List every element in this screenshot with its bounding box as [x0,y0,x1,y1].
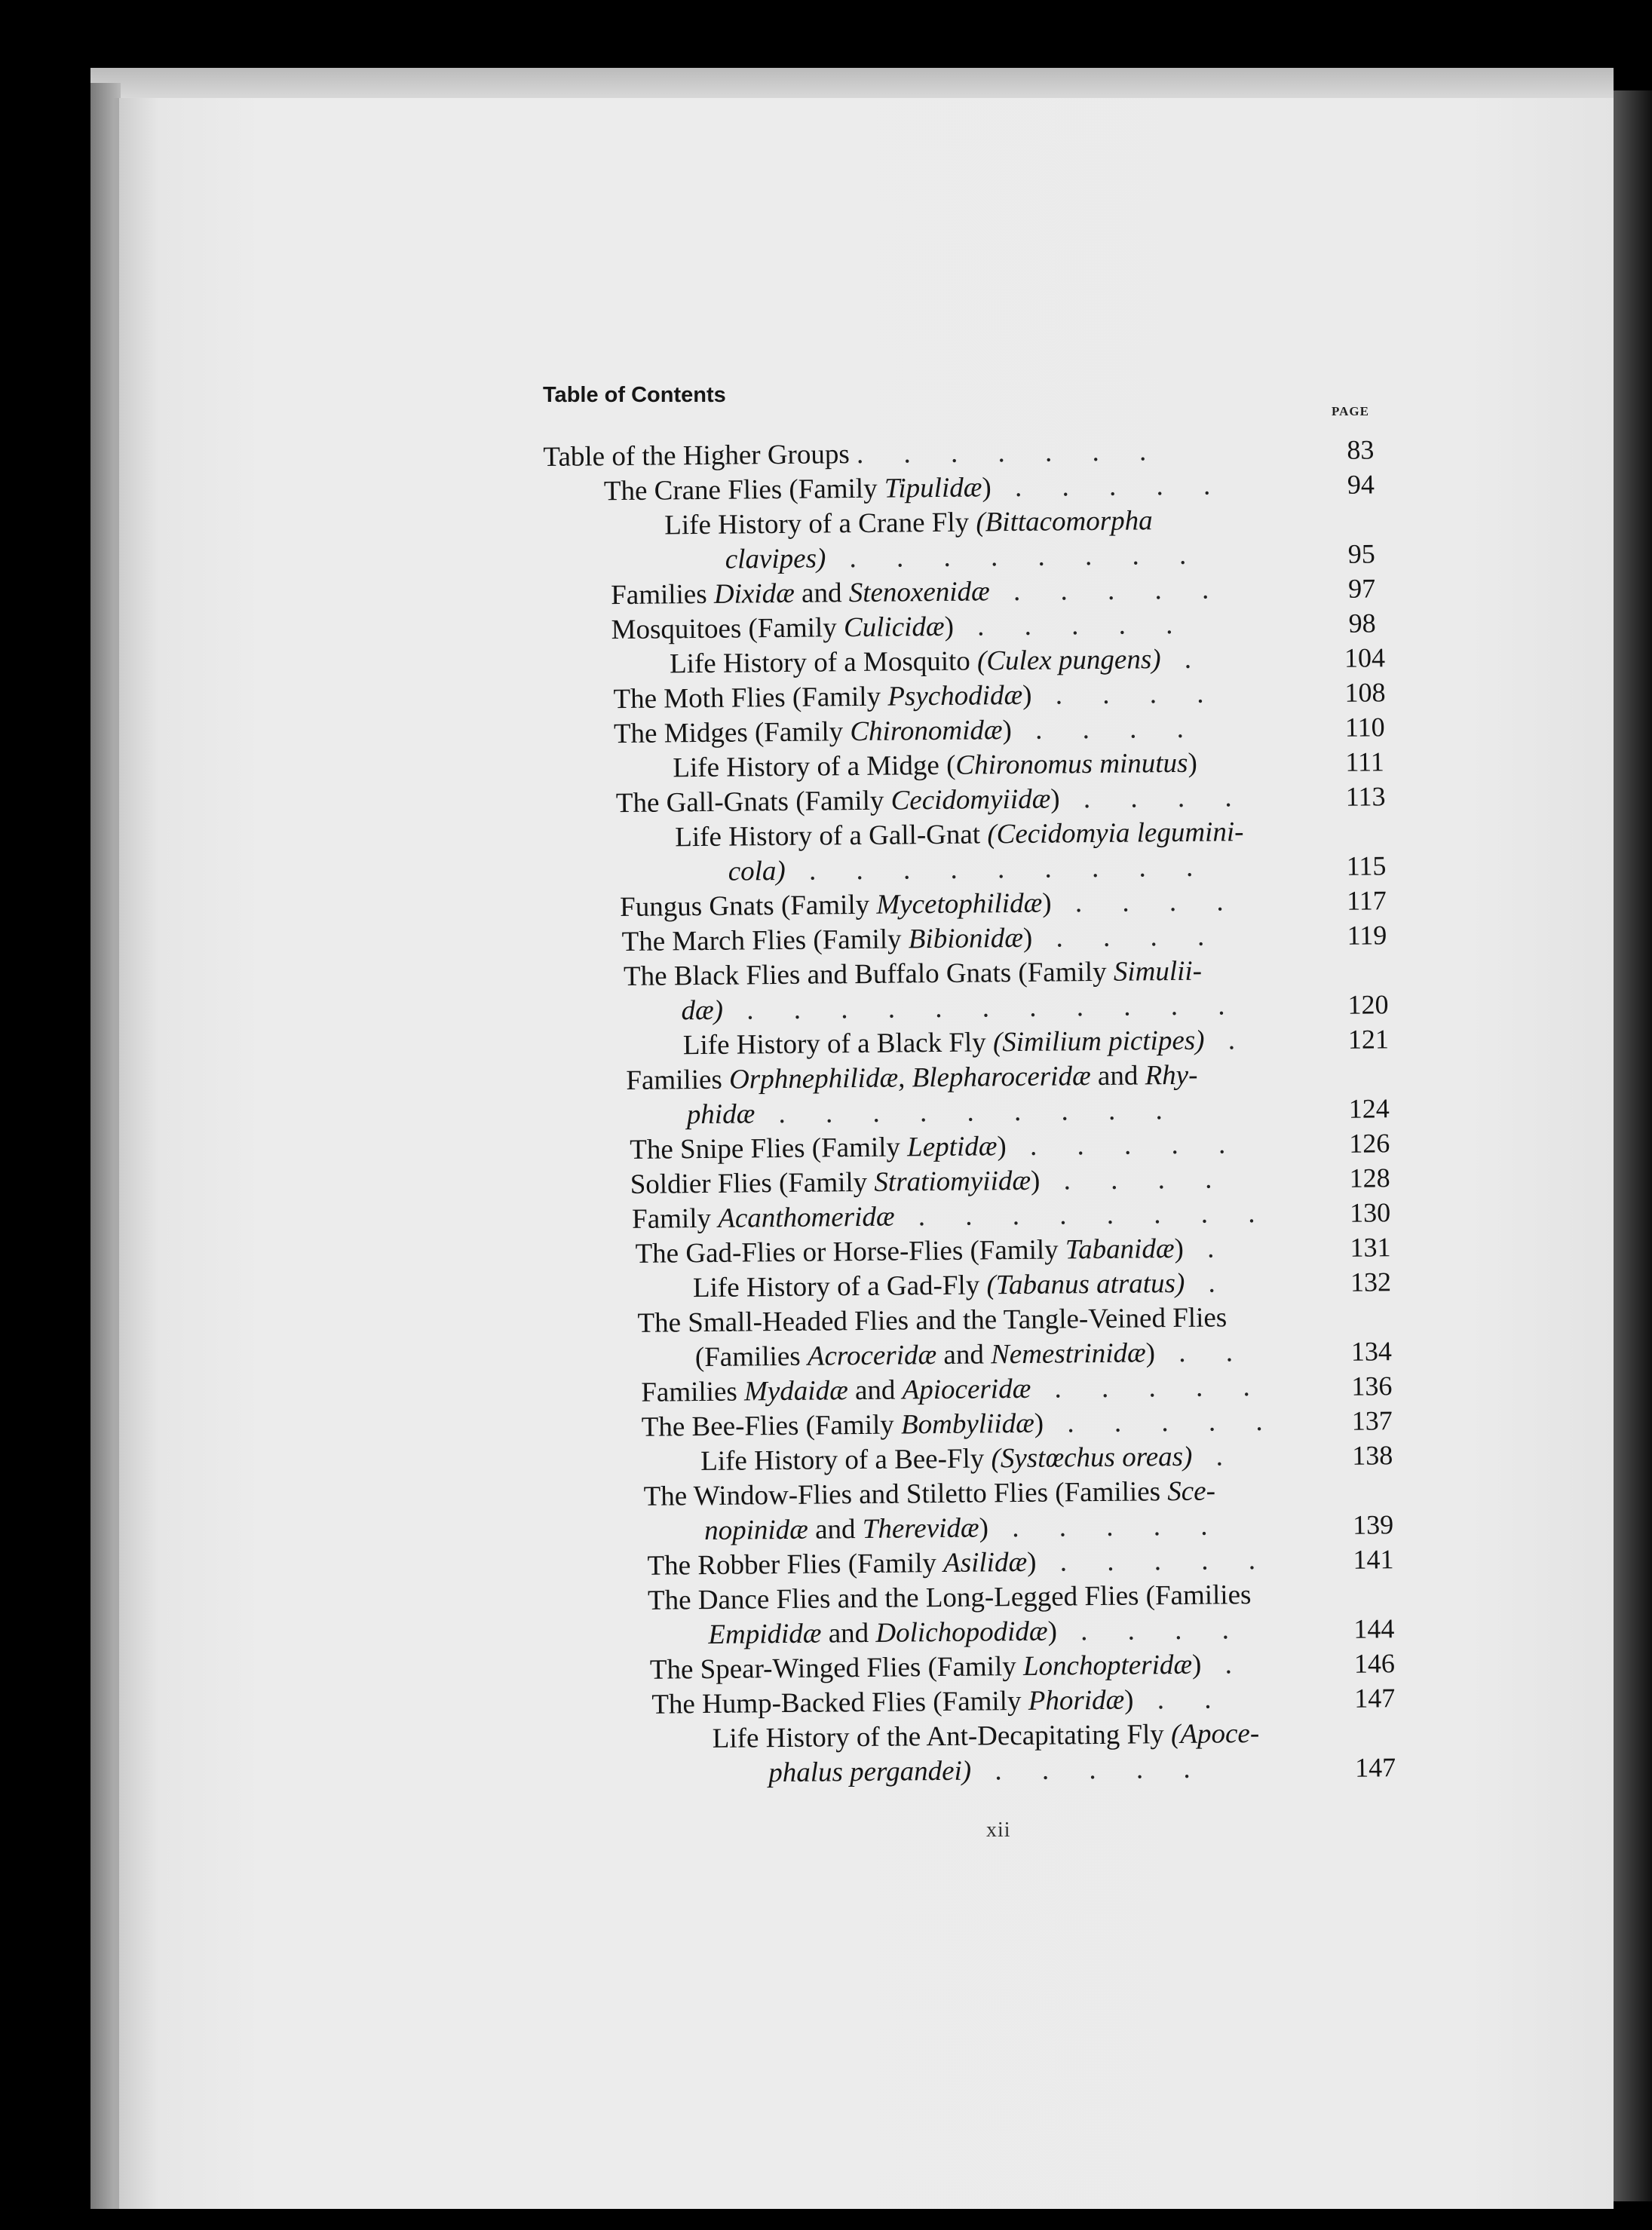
toc-entry [611,608,1189,648]
leader-dots: . [1183,1233,1231,1264]
roman-text: ) [1188,747,1197,779]
page-column-label: PAGE [1332,404,1369,418]
toc-entry [664,504,1153,543]
toc-entry [693,1266,1232,1306]
italic-text: Phoridæ [1028,1684,1125,1717]
toc-entry-title [630,1166,1041,1200]
toc-entry-title [681,995,723,1027]
roman-text: and [1090,1060,1145,1092]
italic-text: Stenoxenidæ [848,576,990,609]
toc-page-number: 126 [1349,1128,1390,1159]
toc-entry-title [704,1512,988,1546]
toc-entry [687,1093,1179,1132]
leader-dots: . . . . [1056,1614,1246,1647]
roman-text: Families [641,1376,745,1408]
toc-entry [614,712,1200,752]
leader-dots: . . . . . [988,1510,1224,1544]
toc-entry-title [675,816,1244,853]
roman-text: The Gad-Flies or Horse-Flies (Family [635,1234,1066,1270]
leader-dots: . . . . [1011,712,1201,746]
roman-text: ) [1042,887,1052,919]
roman-text: Life History of a Black Fly [682,1027,994,1061]
roman-text: The Spear-Winged Flies (Family [649,1650,1024,1686]
leader-dots: . . . . . . . [856,436,1163,470]
toc-page-number: 147 [1354,1752,1396,1783]
toc-entry-title [641,1374,1031,1408]
italic-text: Empididæ [708,1618,822,1650]
toc-page-number: 131 [1350,1232,1391,1263]
toc-entry-title [632,1202,895,1235]
roman-text: The Black Flies and Buffalo Gnats (Family [623,956,1114,993]
italic-text: Bibionidæ [908,922,1024,955]
roman-text: Life History of the Ant-Decapitating Fly [712,1719,1172,1754]
toc-entry-title [700,1441,1193,1477]
italic-text: Leptidæ [906,1131,998,1163]
leader-dots: . . . . . [1006,1129,1243,1162]
toc-entry [673,746,1197,786]
toc-page-number: 104 [1344,642,1386,673]
toc-entry-title [616,783,1060,819]
leader-dots: . . . . . . . . . [785,851,1210,887]
italic-text: phalus pergandei) [768,1755,972,1789]
toc-entry [647,1543,1272,1584]
roman-text: Family [631,1202,719,1235]
toc-page-number: 141 [1353,1544,1394,1575]
toc-entry-title [614,715,1012,749]
toc-page-number: 128 [1349,1162,1390,1193]
leader-dots: . . . . . [991,470,1228,504]
toc-entry [616,780,1249,821]
toc-entry-title [713,1718,1260,1754]
toc-entry-title [643,1476,1215,1512]
roman-text: The Snipe Flies (Family [630,1132,908,1166]
roman-text: Mosquitoes (Family [611,612,844,646]
italic-text: Chironomidæ [850,715,1003,748]
toc-page-number: 83 [1347,434,1375,465]
italic-text: Acroceridæ [807,1340,937,1372]
toc-page-number: 94 [1347,469,1375,500]
toc-entry-title [651,1685,1134,1720]
roman-text: The Small-Headed Flies and the Tangle-Veined Flies [637,1302,1228,1339]
toc-entry-title [630,1131,1007,1166]
leader-dots: . . . . . [989,574,1226,608]
toc-page-number: 147 [1354,1683,1396,1714]
toc-entry [630,1127,1242,1168]
italic-text: Nemestrinidæ [990,1337,1146,1371]
toc-entry [641,1370,1267,1411]
roman-text: The Midges (Family [613,716,851,750]
italic-text: Apioceridæ [902,1373,1031,1406]
toc-entry-title [673,748,1197,784]
roman-text: Soldier Flies (Family [630,1166,875,1200]
toc-page-number: 119 [1347,920,1387,951]
toc-entry-title [543,439,857,473]
page-heading: Table of Contents [543,383,726,407]
toc-entry-title [695,1337,1155,1373]
italic-text: cola) [728,855,786,887]
italic-text: (Tabanus atratus) [986,1267,1185,1301]
toc-entry-title [768,1756,971,1789]
italic-text: clavipes) [725,543,826,575]
toc-page-number: 95 [1347,538,1375,569]
italic-text: nopinidæ [703,1514,809,1547]
italic-text: Tabanidæ [1065,1233,1175,1266]
leader-dots: . . . . [1040,1163,1229,1196]
leader-dots: . . . . [1059,782,1249,815]
italic-text: Dixidæ [713,577,795,610]
toc-entry-title [613,680,1031,715]
leader-dots: . . . . . [1043,1405,1280,1439]
italic-text: Chironomus minutus [955,747,1188,781]
toc-entry [543,434,1163,475]
italic-text: Acanthomeridæ [718,1201,895,1234]
toc-entry [642,1404,1280,1445]
toc-entry [681,988,1241,1028]
toc-page-number: 130 [1349,1197,1391,1228]
roman-text: ) [1002,715,1013,746]
roman-text: Life History of a Midge ( [673,749,956,784]
italic-text: (Similium pictipes) [992,1025,1205,1058]
toc-entry [708,1613,1246,1653]
leader-dots: . . . . . [970,1753,1207,1787]
italic-text: Rhy- [1145,1059,1198,1092]
toc-entry-title [642,1408,1044,1443]
toc-entry [620,884,1240,925]
italic-text: (Culex pungens) [976,644,1161,677]
roman-text: The Dance Flies and the Long-Legged Flies (Families [647,1579,1252,1616]
roman-text: Families [611,578,715,611]
roman-text: The Robber Flies (Family [647,1547,944,1582]
italic-text: Mydaidæ [743,1375,848,1408]
roman-text: The Gall-Gnats (Family [615,785,891,819]
roman-text: Life History of a Crane Fly [664,507,976,541]
toc-page-number: 136 [1351,1371,1393,1401]
italic-text: dæ) [681,994,724,1027]
italic-text: Psychodidæ [887,679,1023,712]
toc-entry [670,642,1208,682]
italic-text: phidæ [686,1098,756,1131]
toc-entry-title [626,1060,1197,1096]
leader-dots: . . . . . [953,608,1190,642]
toc-page-number: 111 [1345,746,1384,777]
italic-text: Lonchopteridæ [1022,1649,1193,1682]
roman-text: The March Flies (Family [621,924,909,958]
leader-dots: . [1192,1441,1240,1472]
toc-entry-title [693,1268,1185,1303]
toc-page-number: 139 [1352,1509,1394,1540]
italic-text: (Bittacomorpha [976,505,1153,538]
toc-entry [704,1509,1224,1548]
toc-entry [683,1023,1252,1063]
leader-dots: . . . . [1051,886,1240,919]
italic-text: Stratiomyiidæ [874,1165,1031,1198]
leader-dots: . . [1154,1337,1250,1369]
italic-text: Orphnephilidæ, Blepharoceridæ [728,1061,1091,1095]
toc-entry [713,1717,1260,1757]
toc-entry-title [725,543,826,574]
leader-dots: . . . . . [1036,1544,1273,1578]
toc-entry [725,538,1203,577]
italic-text: Cecidomyiidæ [890,783,1051,816]
toc-entry [621,919,1221,960]
toc-entry [611,572,1225,613]
roman-text: ) [997,1131,1007,1162]
toc-entry [624,954,1202,994]
italic-text: (Cecidomyia legumini- [987,816,1244,850]
roman-text: Fungus Gnats (Family [619,889,877,924]
roman-text: The Hump-Backed Flies (Family [651,1685,1028,1720]
toc-page-number: 110 [1344,712,1385,743]
toc-page-number: 113 [1345,781,1386,812]
roman-text: ) [982,472,992,504]
roman-text: ) [979,1512,989,1544]
toc-page-number: 134 [1350,1336,1393,1367]
toc-entry [700,1439,1240,1479]
italic-text: Tipulidæ [884,472,982,504]
toc-entry-title [683,1025,1205,1061]
toc-entry-title [624,956,1202,992]
roman-text: ) [1022,922,1033,954]
toc-entry [637,1300,1227,1341]
toc-entry-title [620,888,1052,923]
roman-text: and [821,1617,876,1650]
toc-page-number: 117 [1346,885,1387,916]
toc-entry [695,1335,1250,1375]
leader-dots: . . . . . . . . [894,1197,1272,1233]
toc-page-number: 144 [1353,1613,1395,1644]
leader-dots: . . . . . [1031,1371,1267,1404]
roman-text: ) [1047,1616,1058,1647]
leader-dots: . [1201,1649,1249,1680]
italic-text: Mycetophilidæ [876,887,1043,920]
roman-text: The Moth Flies (Family [613,681,888,715]
roman-text: and [936,1339,992,1371]
roman-text: Table of the Higher Groups [543,439,857,473]
roman-text: ) [1145,1337,1156,1369]
leader-dots: . . . . [1031,678,1221,711]
toc-page-number: 146 [1353,1648,1396,1679]
italic-text: Culicidæ [843,611,945,644]
roman-text: ) [1022,679,1032,711]
roman-text: (Families [694,1340,808,1374]
toc-page-number: 137 [1351,1405,1393,1436]
toc-entry [626,1058,1198,1098]
toc-entry-title [611,576,990,611]
toc-entry-title [621,923,1032,957]
roman-text: The Bee-Flies (Family [641,1409,902,1443]
toc-entry [630,1162,1228,1202]
toc-entry [648,1578,1252,1619]
toc-entry-title [650,1650,1202,1686]
roman-text: ) [1030,1165,1041,1196]
toc-entry-title [708,1616,1057,1650]
roman-text: Families [626,1064,730,1096]
leader-dots: . [1204,1025,1252,1056]
toc-entry [768,1752,1207,1791]
italic-text: Therevidæ [862,1512,979,1545]
roman-text: The Window-Flies and Stiletto Flies (Families [643,1476,1168,1512]
toc-entry-title [648,1579,1252,1616]
roman-text: Life History of a Gad-Fly [692,1270,987,1304]
italic-text: Simulii- [1113,955,1203,988]
toc-page-number: 124 [1348,1093,1390,1124]
roman-text: Life History of a Bee-Fly [700,1443,992,1478]
toc-entry [728,850,1210,890]
roman-text: ) [1174,1233,1185,1265]
roman-text: ) [1191,1649,1202,1680]
toc-entry-title [647,1547,1036,1582]
toc-entry-title [687,1098,756,1130]
toc-entry [604,468,1228,509]
toc-entry [675,815,1244,855]
toc-entry [650,1647,1249,1688]
toc-entry-title [637,1302,1227,1339]
toc-entry-title [728,856,786,887]
leader-dots: . [1185,1267,1232,1299]
toc-page-number: 97 [1347,573,1376,604]
toc-page-number: 121 [1347,1024,1390,1055]
leader-dots: . . . . . . . . . [755,1094,1179,1130]
roman-text: ) [1050,783,1060,815]
italic-text: (Apoce- [1170,1717,1260,1751]
italic-text: Sce- [1167,1475,1216,1508]
toc-page-number: 120 [1347,989,1389,1020]
roman-text: ) [1034,1408,1044,1439]
italic-text: (Systœchus oreas) [991,1441,1193,1475]
roman-text: and [794,577,849,609]
roman-text: and [847,1374,903,1407]
toc-entry [632,1196,1272,1237]
toc-entry-title [604,472,992,507]
leader-dots: . . . . . . . . [826,539,1203,574]
toc-entry-title [670,644,1161,679]
roman-text: and [808,1514,863,1545]
toc-page-number: 138 [1352,1440,1393,1471]
leader-dots: . . [1133,1683,1228,1716]
roman-text: Life History of a Gall-Gnat [675,819,988,853]
toc-page-number: 115 [1346,850,1387,881]
roman-text: ) [1124,1684,1134,1716]
toc-page-number: 132 [1350,1267,1392,1297]
leader-dots: . . . . . . . . . . . [722,990,1242,1026]
toc-entry-title [611,611,954,645]
italic-text: Bombyliidæ [900,1408,1034,1441]
toc-entry [643,1475,1215,1515]
toc-entry-title [635,1233,1184,1270]
toc-entry [635,1231,1231,1272]
leader-dots: . [1160,643,1209,675]
toc-entry [613,676,1220,717]
page-folio: xii [986,1818,1011,1842]
italic-text: Dolichopodidæ [875,1616,1048,1649]
roman-text: The Crane Flies (Family [603,473,885,507]
toc-entry [651,1682,1228,1722]
italic-text: Asilidæ [942,1546,1028,1579]
toc-entry-title [664,505,1153,541]
toc-page-number: 108 [1344,677,1386,708]
leader-dots: . . . . [1032,920,1221,954]
roman-text: ) [944,611,955,642]
toc-page-number: 98 [1348,608,1376,639]
roman-text: ) [1026,1546,1037,1578]
roman-text: Life History of a Mosquito [669,645,978,680]
